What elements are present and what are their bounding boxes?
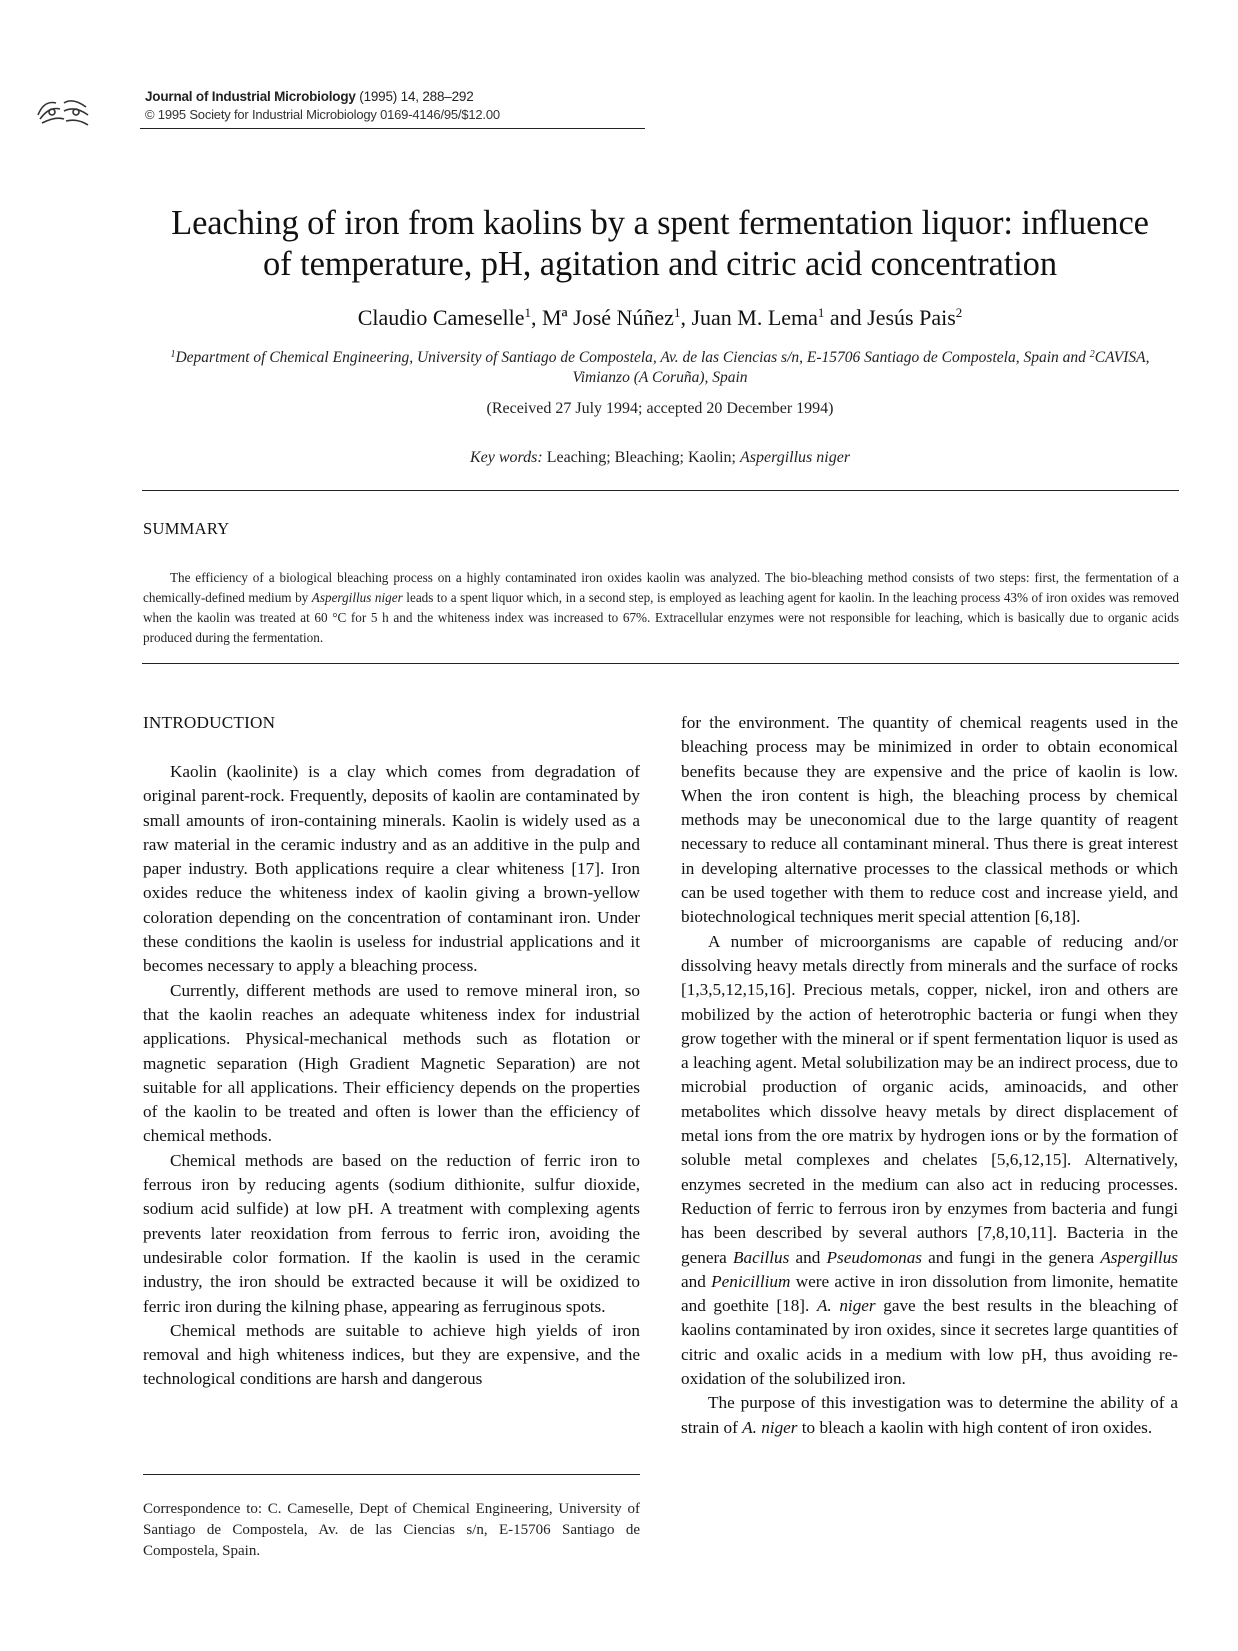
paragraph-part: gave the best results in the bleaching of kaolins contaminated by iron oxides, since it secretes large quantities of citric and oxalic acids in a medium with low pH, thus avoiding re-oxidation of the solubilized iron. (681, 1296, 1178, 1389)
publisher-logo-icon (34, 93, 92, 127)
author-separator: and (824, 305, 868, 330)
summary-text (143, 568, 1179, 648)
paragraph (681, 1391, 1178, 1440)
title-line-2: of temperature, pH, agitation and citric acid concentration (263, 245, 1057, 283)
summary-bottom-divider (142, 663, 1179, 664)
paragraph-part: and (681, 1271, 712, 1291)
left-column (143, 711, 640, 1392)
footnote-divider (143, 1474, 640, 1475)
journal-name: Journal of Industrial Microbiology (145, 89, 356, 104)
paragraph (681, 930, 1178, 1392)
copyright-line: © 1995 Society for Industrial Microbiology 0169-4146/95/$12.00 (145, 107, 500, 122)
article-title (100, 203, 1220, 285)
title-line-1: Leaching of iron from kaolins by a spent fermentation liquor: influence (171, 204, 1149, 242)
paragraph: Currently, different methods are used to remove mineral iron, so that the kaolin reaches an adequate whiteness index for industrial applications. Physical-mechanical methods such as flotation or magnetic separation (High Gradient Magnetic Separation) are not suitable for all applications. Their efficiency depends on the properties of the kaolin to be treated and often is lower than the efficiency of chemical methods. (143, 980, 640, 1146)
keywords (100, 449, 1220, 467)
genus-name: Aspergillus (1100, 1247, 1178, 1267)
author-affiliation-mark: 1 (673, 305, 681, 320)
species-name: A. niger (742, 1417, 798, 1437)
journal-citation (145, 89, 474, 104)
summary-heading: SUMMARY (143, 519, 230, 538)
summary-part: The efficiency of a biological bleaching process on a highly contaminated iron oxides kaolin was analyzed. The bio-bleaching method consists of two steps: first, the fermentation of a chemically-defined medium by (143, 570, 1179, 605)
affiliation-2: CAVISA, Vimianzo (A Coruña), Spain (572, 349, 1150, 386)
paragraph-part: The purpose of this investigation was to determine the ability of a strain of (681, 1393, 1178, 1437)
paragraph-part: and fungi in the genera (921, 1247, 1101, 1267)
right-column (681, 711, 1178, 1440)
introduction-heading: INTRODUCTION (143, 713, 276, 732)
summary-part: leads to a spent liquor which, in a second step, is employed as leaching agent for kaolin. In the leaching process 43% of iron oxides was removed when the kaolin was treated at 60 °C for 5 h and the whiteness index was increased to 67%. Extracellular enzymes were not responsible for leaching, which is basically due to organic acids produced during the fermentation. (143, 590, 1179, 645)
author-name: Juan M. Lema (691, 305, 818, 330)
paragraph-part: A number of microorganisms are capable of reducing and/or dissolving heavy metals directly from minerals and the surface of rocks [1,3,5,12,15,16]. Precious metals, copper, nickel, iron and others are mobilized by the action of heterotrophic bacteria or fungi when they grow together with the mineral or if spent fermentation liquor is used as a leaching agent. Metal solubilization may be an indirect process, due to microbial production of organic acids, aminoacids, and other metabolites which dissolve heavy metals by direct displacement of metal ions from the ore matrix by hydrogen ions or by the formation of soluble metal complexes and chelates [5,6,12,15]. Alternatively, enzymes secreted in the medium can also act in reducing processes. Reduction of ferric to ferrous iron by enzymes from bacteria and fungi has been described by several authors [7,8,10,11]. Bacteria in the genera (681, 931, 1178, 1267)
summary-species: Aspergillus niger (311, 590, 403, 605)
author-separator: , (680, 305, 692, 330)
affiliations (140, 348, 1180, 388)
affiliation-1: Department of Chemical Engineering, University of Santiago de Compostela, Av. de las Ciencias s/n, E-15706 Santiago de Compostela, Spain and (175, 349, 1090, 366)
paragraph-part: were active in iron dissolution from limonite, hematite and goethite [18]. (681, 1271, 1178, 1316)
affiliation-mark-2: 2 (1089, 349, 1095, 360)
author-name: Claudio Cameselle (357, 305, 525, 330)
genus-name: Penicillium (711, 1271, 791, 1291)
genus-name: Bacillus (732, 1247, 790, 1267)
author-affiliation-mark: 1 (524, 305, 531, 320)
author-name: Mª José Núñez (542, 305, 674, 330)
author-name: Jesús Pais (867, 305, 956, 330)
keywords-label: Key words: (469, 449, 543, 466)
author-affiliation-mark: 1 (817, 305, 825, 320)
correspondence-footnote: Correspondence to: C. Cameselle, Dept of Chemical Engineering, University of Santiago de Compostela, Av. de las Ciencias s/n, E-15706 Santiago de Compostela, Spain. (143, 1501, 640, 1559)
received-dates: (Received 27 July 1994; accepted 20 December 1994) (486, 400, 834, 417)
genus-name: Pseudomonas (826, 1247, 922, 1267)
paragraph: Kaolin (kaolinite) is a clay which comes from degradation of original parent-rock. Frequently, deposits of kaolin are contaminated by small amounts of iron-containing minerals. Kaolin is widely used as a raw material in the ceramic industry and as an additive in the pulp and paper industry. Both applications require a clear whiteness [17]. Iron oxides reduce the whiteness index of kaolin giving a brown-yellow coloration depending on the concentration of contaminant iron. Under these conditions the kaolin is useless for industrial applications and it becomes necessary to apply a bleaching process. (143, 762, 640, 976)
journal-details: (1995) 14, 288–292 (355, 89, 474, 104)
keywords-list: Leaching; Bleaching; Kaolin; (542, 449, 740, 466)
header-divider (140, 128, 645, 129)
summary-top-divider (142, 490, 1179, 491)
affiliation-mark-1: 1 (170, 349, 176, 360)
author-affiliation-mark: 2 (955, 305, 963, 320)
species-name: A. niger (816, 1296, 876, 1316)
paragraph-part: to bleach a kaolin with high content of iron oxides. (797, 1417, 1153, 1437)
author-list (100, 305, 1220, 331)
paragraph: Chemical methods are suitable to achieve high yields of iron removal and high whiteness indices, but they are expensive, and the technological conditions are harsh and dangerous (143, 1320, 640, 1389)
author-separator: , (531, 305, 542, 330)
paragraph: Chemical methods are based on the reduction of ferric iron to ferrous iron by reducing agents (sodium dithionite, sulfur dioxide, sodium acid sulfide) at low pH. A treatment with complexing agents prevents later reoxidation from ferrous to ferric iron, avoiding the undesirable color formation. If the kaolin is used in the ceramic industry, the iron should be extracted because it will be oxidized to ferric iron during the kilning phase, appearing as ferruginous spots. (143, 1150, 640, 1316)
paragraph: for the environment. The quantity of chemical reagents used in the bleaching process may be minimized in order to obtain economical benefits because they are expensive and the price of kaolin is low. When the iron content is high, the bleaching process by chemical methods may be uneconomical due to the large quantity of reagent necessary to reduce all contaminant mineral. Thus there is great interest in developing alternative processes to the classical methods or which can be used together with them to reduce cost and increase yield, and biotechnological techniques merit special attention [6,18]. (681, 713, 1178, 927)
paragraph-part: and (789, 1247, 827, 1267)
keywords-species: Aspergillus niger (739, 449, 851, 466)
